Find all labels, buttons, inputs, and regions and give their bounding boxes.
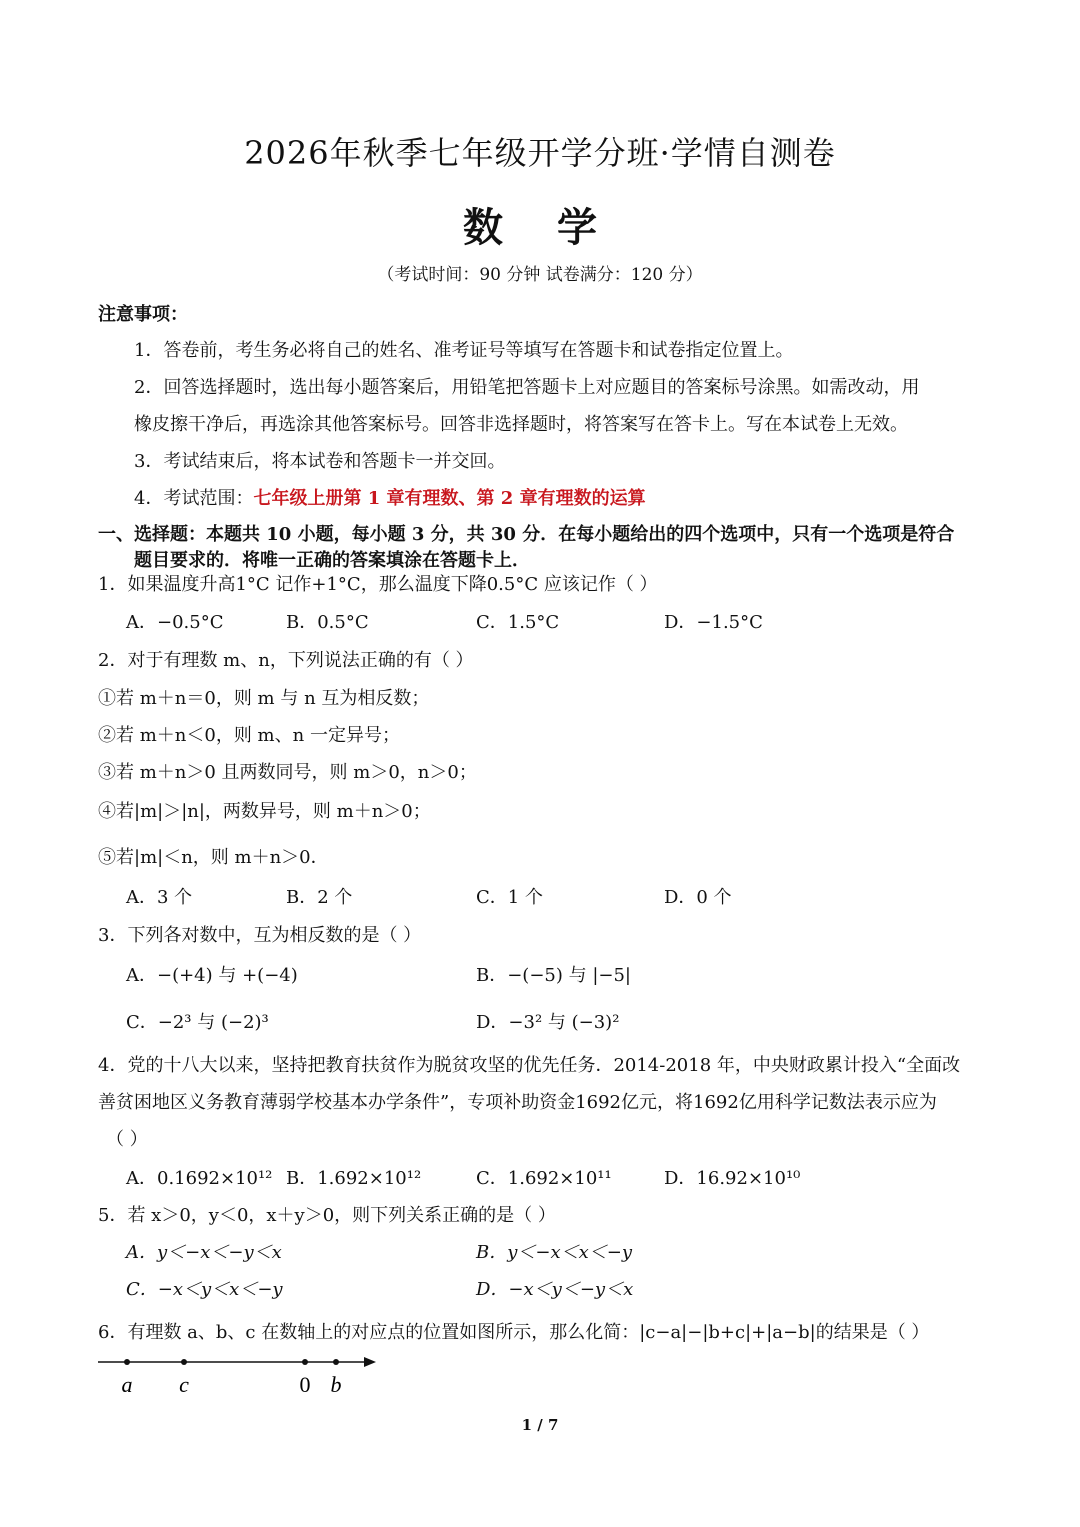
question-4-line-2: 善贫困地区义务教育薄弱学校基本办学条件”，专项补助资金1692亿元，将1692亿用科学记数法表示应为 <box>98 1092 937 1113</box>
point-c <box>181 1359 187 1365</box>
question-2-stem: 2．对于有理数 m、n，下列说法正确的有（ ） <box>98 650 474 671</box>
subject-title: 数 学 <box>463 204 617 251</box>
q3-option-a: A．−(+4) 与 +(−4) <box>126 965 298 986</box>
question-3-stem: 3．下列各对数中，互为相反数的是（ ） <box>98 925 422 946</box>
q3-option-c: C．−2³ 与 (−2)³ <box>126 1012 269 1033</box>
note-item-2: 2．回答选择题时，选出每小题答案后，用铅笔把答题卡上对应题目的答案标号涂黑。如需改动，用 <box>134 377 920 398</box>
q4-option-b: B．1.692×10¹² <box>286 1168 422 1189</box>
point-zero <box>302 1359 308 1365</box>
note-item-4 <box>134 484 646 510</box>
q2-option-c: C．1 个 <box>476 887 543 908</box>
q2-option-d: D．0 个 <box>664 887 732 908</box>
q4-option-c: C．1.692×10¹¹ <box>476 1168 612 1189</box>
q4-option-a: A．0.1692×10¹² <box>126 1168 273 1189</box>
q2-statement-4: ④若|m|＞|n|，两数异号，则 m＋n＞0； <box>98 801 431 822</box>
q5-option-b: B．y＜−x＜x＜−y <box>476 1242 633 1263</box>
q2-statement-2: ②若 m＋n＜0，则 m、n 一定异号； <box>98 725 400 746</box>
q2-option-a: A．3 个 <box>126 887 193 908</box>
note-item-2-cont: 橡皮擦干净后，再选涂其他答案标号。回答非选择题时，将答案写在答卡上。写在本试卷上无效。 <box>134 414 908 435</box>
exam-info: （考试时间：90 分钟 试卷满分：120 分） <box>377 265 703 285</box>
q5-option-d: D．−x＜y＜−y＜x <box>476 1279 634 1300</box>
q2-statement-3: ③若 m＋n＞0 且两数同号，则 m＞0，n＞0； <box>98 762 477 783</box>
label-a: a <box>121 1372 133 1397</box>
q5-option-c: C．−x＜y＜x＜−y <box>126 1279 283 1300</box>
page-number: 1 / 7 <box>521 1416 559 1434</box>
q2-option-b: B．2 个 <box>286 887 353 908</box>
q5-option-a: A．y＜−x＜−y＜x <box>126 1242 282 1263</box>
section-heading-cont: 题目要求的．将唯一正确的答案填涂在答题卡上． <box>134 550 530 571</box>
label-b: b <box>330 1372 342 1397</box>
q2-statement-5: ⑤若|m|＜n，则 m＋n＞0． <box>98 847 329 868</box>
number-line-arrow-icon <box>364 1357 376 1367</box>
q2-statement-1: ①若 m＋n＝0，则 m 与 n 互为相反数； <box>98 688 430 709</box>
label-zero: 0 <box>299 1372 311 1397</box>
section-heading: 一、选择题：本题共 10 小题，每小题 3 分，共 30 分．在每小题给出的四个选项中，只有一个选项是符合 <box>98 524 955 545</box>
notes-heading: 注意事项： <box>98 304 188 325</box>
point-b <box>333 1359 339 1365</box>
question-4-line-3: （ ） <box>106 1129 148 1150</box>
number-line-figure <box>96 1348 386 1398</box>
question-4-line-1: 4．党的十八大以来，坚持把教育扶贫作为脱贫攻坚的优先任务．2014-2018 年，中央财政累计投入“全面改 <box>98 1055 961 1076</box>
question-1-stem: 1．如果温度升高1°C 记作+1°C，那么温度下降0.5°C 应该记作（ ） <box>98 574 658 595</box>
note-item-4-prefix: 4．考试范围： <box>134 488 254 509</box>
note-item-3: 3．考试结束后，将本试卷和答题卡一并交回。 <box>134 451 506 472</box>
q1-option-d: D．−1.5°C <box>664 612 763 633</box>
q3-option-b: B．−(−5) 与 |−5| <box>476 965 631 986</box>
question-6-stem: 6．有理数 a、b、c 在数轴上的对应点的位置如图所示，那么化简：|c−a|−|b+c|+|a−b|的结果是（ ） <box>98 1322 930 1343</box>
exam-title: 2026年秋季七年级开学分班·学情自测卷 <box>244 134 836 172</box>
q4-option-d: D．16.92×10¹⁰ <box>664 1168 801 1189</box>
point-a <box>124 1359 130 1365</box>
q3-option-d: D．−3² 与 (−3)² <box>476 1012 620 1033</box>
q1-option-b: B．0.5°C <box>286 612 369 633</box>
note-item-1: 1．答卷前，考生务必将自己的姓名、准考证号等填写在答题卡和试卷指定位置上。 <box>134 340 794 361</box>
label-c: c <box>179 1372 189 1397</box>
q1-option-a: A．−0.5°C <box>126 612 224 633</box>
question-5-stem: 5．若 x＞0，y＜0，x＋y＞0，则下列关系正确的是（ ） <box>98 1205 556 1226</box>
q1-option-c: C．1.5°C <box>476 612 560 633</box>
exam-scope: 七年级上册第 1 章有理数、第 2 章有理数的运算 <box>253 488 646 509</box>
